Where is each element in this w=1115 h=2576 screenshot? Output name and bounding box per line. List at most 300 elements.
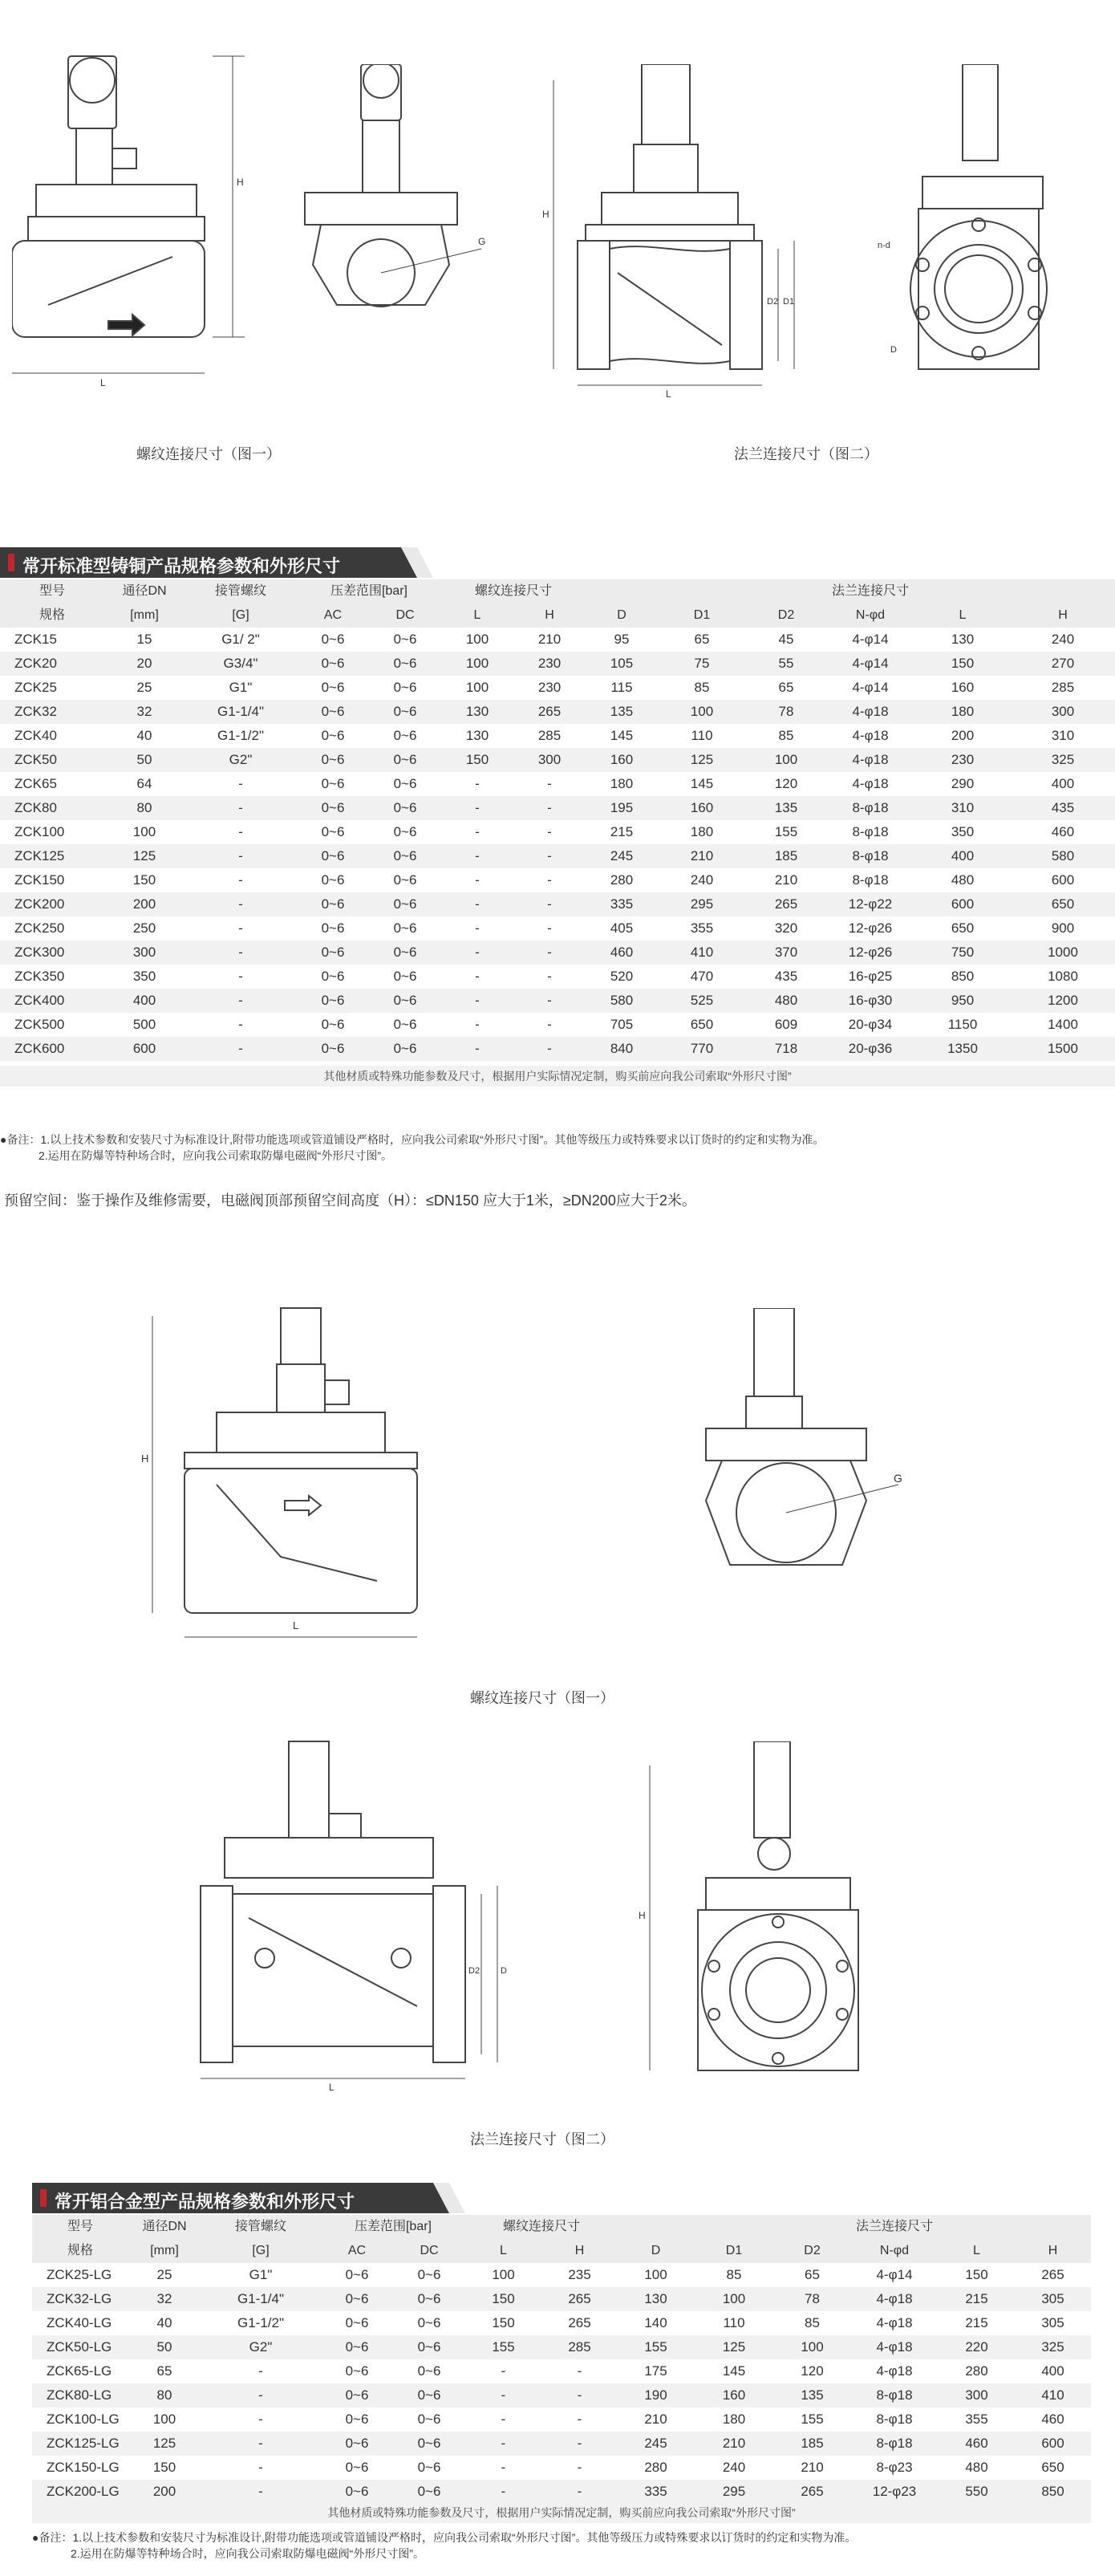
table-cell: 0~6: [369, 676, 441, 700]
section-title: 常开铝合金型产品规格参数和外形尺寸: [55, 2192, 355, 2212]
table-cell: 80: [104, 796, 184, 820]
table-cell: 300: [104, 941, 184, 965]
table-cell: 840: [586, 1037, 658, 1061]
dim-L-label: L: [100, 377, 106, 388]
table-cell: 210: [774, 2456, 850, 2480]
table-cell: 130: [618, 2287, 694, 2311]
table-cell: 0~6: [321, 2407, 393, 2432]
table-cell: 0~6: [393, 2263, 465, 2287]
table-cell: 460: [1011, 820, 1115, 844]
table-cell: 16-φ25: [826, 965, 914, 989]
table-cell: 12-φ26: [826, 941, 914, 965]
table-cell: 100: [658, 700, 746, 724]
table-cell: -: [184, 820, 297, 844]
table-cell: 400: [1015, 2359, 1091, 2383]
table-cell: 180: [914, 700, 1011, 724]
table-cell: 0~6: [297, 941, 369, 965]
table-row: [32, 2456, 1091, 2480]
table-cell: -: [441, 892, 513, 916]
table-cell: -: [441, 1013, 513, 1037]
table-cell: 370: [746, 941, 826, 965]
table-cell: 210: [658, 844, 746, 868]
table-cell: 850: [1015, 2480, 1091, 2504]
dim-L-label: L: [329, 2082, 334, 2093]
table-cell: ZCK150: [0, 868, 104, 892]
dim-L-label: L: [666, 388, 671, 400]
table-cell: 1200: [1011, 989, 1115, 1013]
table-cell: 460: [586, 941, 658, 965]
table-cell: ZCK250: [0, 916, 104, 941]
table-cell: 0~6: [297, 796, 369, 820]
dim-G-label: G: [894, 1472, 902, 1485]
table-cell: 295: [658, 892, 746, 916]
table-cell: -: [513, 868, 586, 892]
table-cell: ZCK100: [0, 820, 104, 844]
table-cell: 210: [618, 2407, 694, 2432]
table-cell: 325: [1011, 748, 1115, 772]
table-cell: 95: [586, 628, 658, 652]
table-cell: 0~6: [321, 2359, 393, 2383]
table-cell: ZCK40: [0, 724, 104, 748]
table-cell: 175: [618, 2359, 694, 2383]
table-cell: 4-φ14: [826, 652, 914, 676]
col-nd: N-φd: [826, 603, 914, 628]
table-cell: 160: [694, 2383, 774, 2407]
table-cell: 600: [1011, 868, 1115, 892]
section-header-aluminum: [32, 2183, 481, 2213]
table-cell: 0~6: [297, 892, 369, 916]
table-row: [0, 724, 1115, 748]
table-cell: 160: [586, 748, 658, 772]
table-cell: 100: [441, 628, 513, 652]
table-cell: 8-φ18: [850, 2432, 939, 2456]
dim-G-label: G: [478, 236, 486, 247]
table-cell: 0~6: [297, 700, 369, 724]
table-cell: G1-1/4": [184, 700, 297, 724]
table-cell: 8-φ23: [850, 2456, 939, 2480]
table-cell: 8-φ18: [826, 820, 914, 844]
table-cell: -: [541, 2432, 618, 2456]
flange-valve-drawing-1: [521, 64, 858, 401]
table-cell: 500: [104, 1013, 184, 1037]
col-pressure: 压差范围[bar]: [321, 2215, 465, 2239]
table-cell: 125: [128, 2432, 201, 2456]
table-cell: 480: [939, 2456, 1015, 2480]
table-cell: ZCK32-LG: [32, 2287, 128, 2311]
table-cell: 4-φ18: [850, 2311, 939, 2335]
table2-footer: 其他材质或特殊功能参数及尺寸，根据用户实际情况定制，购买前应向我公司索取“外形尺寸图”: [32, 2502, 1091, 2523]
col-thread: 接管螺纹: [184, 579, 297, 603]
table-cell: 0~6: [369, 724, 441, 748]
table-cell: G1-1/2": [184, 724, 297, 748]
table-cell: 520: [586, 965, 658, 989]
table-cell: 0~6: [297, 724, 369, 748]
table-cell: -: [201, 2456, 321, 2480]
table-cell: 0~6: [321, 2456, 393, 2480]
table-cell: 20: [104, 652, 184, 676]
table-cell: 150: [939, 2263, 1015, 2287]
col-ac: AC: [297, 603, 369, 628]
table-cell: 270: [1011, 652, 1115, 676]
table-cell: 0~6: [321, 2263, 393, 2287]
col-dn-sub: [mm]: [104, 603, 184, 628]
table-cell: 85: [774, 2311, 850, 2335]
table-cell: G2": [201, 2335, 321, 2359]
table-cell: 155: [774, 2407, 850, 2432]
table-cell: 0~6: [369, 652, 441, 676]
table-cell: 850: [914, 965, 1011, 989]
table-cell: 4-φ18: [826, 700, 914, 724]
table-row: [32, 2432, 1091, 2456]
table-row: [32, 2287, 1091, 2311]
table-cell: -: [513, 989, 586, 1013]
table-cell: -: [184, 1013, 297, 1037]
table-cell: 350: [914, 820, 1011, 844]
table-cell: -: [513, 941, 586, 965]
col-thread-dims: 螺纹连接尺寸: [465, 2215, 618, 2239]
table-cell: 1400: [1011, 1013, 1115, 1037]
table-cell: 0~6: [393, 2407, 465, 2432]
table-cell: 215: [586, 820, 658, 844]
note-2-line1: ●备注：1.以上技术参数和安装尺寸为标准设计,附带功能选项或管道铺设严格时，应向我公司索取“外形尺寸图”。其他等级压力或特殊要求以订货时的约定和实物为准。: [32, 2531, 857, 2544]
table-cell: 0~6: [321, 2335, 393, 2359]
table-cell: -: [541, 2456, 618, 2480]
table-cell: -: [465, 2383, 541, 2407]
dim-H-label: H: [141, 1453, 149, 1465]
table-cell: 185: [746, 844, 826, 868]
table-cell: 4-φ18: [850, 2287, 939, 2311]
table-cell: -: [465, 2480, 541, 2504]
table-cell: 0~6: [321, 2480, 393, 2504]
table-cell: -: [541, 2359, 618, 2383]
table-cell: 305: [1015, 2311, 1091, 2335]
table-cell: -: [441, 989, 513, 1013]
col-D1: D1: [658, 603, 746, 628]
table-cell: 0~6: [369, 1037, 441, 1061]
table-cell: 245: [618, 2432, 694, 2456]
table-cell: ZCK20: [0, 652, 104, 676]
table-cell: 100: [694, 2287, 774, 2311]
table-cell: ZCK500: [0, 1013, 104, 1037]
reserve-space-note: 预留空间：鉴于操作及维修需要，电磁阀顶部预留空间高度（H）：≤DN150 应大于1米，≥DN200应大于2米。: [4, 1193, 696, 1209]
table-row: [0, 941, 1115, 965]
table-cell: 40: [128, 2311, 201, 2335]
table-cell: 65: [658, 628, 746, 652]
table-cell: 210: [513, 628, 586, 652]
table-cell: 100: [465, 2263, 541, 2287]
table-cell: ZCK200-LG: [32, 2480, 128, 2504]
table-cell: 0~6: [297, 652, 369, 676]
table-cell: 100: [441, 676, 513, 700]
table-cell: 310: [914, 796, 1011, 820]
dim-H-label: H: [542, 209, 549, 220]
table-cell: -: [184, 796, 297, 820]
table-cell: 145: [694, 2359, 774, 2383]
table-cell: 1500: [1011, 1037, 1115, 1061]
table-cell: 85: [694, 2263, 774, 2287]
table-cell: 650: [1011, 892, 1115, 916]
table-cell: ZCK50-LG: [32, 2335, 128, 2359]
table-cell: 135: [746, 796, 826, 820]
col-model: 型号: [0, 579, 104, 603]
table-cell: 4-φ14: [850, 2263, 939, 2287]
col-thread-L: L: [465, 2239, 541, 2263]
table-cell: -: [541, 2407, 618, 2432]
table-cell: -: [465, 2456, 541, 2480]
table-cell: 210: [694, 2432, 774, 2456]
table-cell: 0~6: [297, 965, 369, 989]
table-cell: 400: [104, 989, 184, 1013]
table-cell: 600: [104, 1037, 184, 1061]
table-cell: 290: [914, 772, 1011, 796]
table-cell: 400: [1011, 772, 1115, 796]
table-cell: 525: [658, 989, 746, 1013]
section-header-standard: [0, 547, 449, 578]
table-row: [0, 989, 1115, 1013]
flange-valve-side-drawing-1: [874, 64, 1083, 385]
table-cell: 950: [914, 989, 1011, 1013]
table-cell: 300: [1011, 700, 1115, 724]
table-cell: ZCK40-LG: [32, 2311, 128, 2335]
table-cell: 25: [128, 2263, 201, 2287]
table-cell: 45: [746, 628, 826, 652]
col-flange-dims: 法兰连接尺寸: [850, 2215, 939, 2239]
table-cell: 235: [541, 2263, 618, 2287]
table-cell: 130: [914, 628, 1011, 652]
table-cell: 0~6: [393, 2311, 465, 2335]
table-cell: 1350: [914, 1037, 1011, 1061]
col-D2: D2: [746, 603, 826, 628]
table-cell: -: [513, 796, 586, 820]
col-dc: DC: [369, 603, 441, 628]
table-cell: 0~6: [369, 989, 441, 1013]
table-cell: 155: [618, 2335, 694, 2359]
table-cell: 32: [104, 700, 184, 724]
table-cell: 8-φ18: [826, 844, 914, 868]
table-cell: 145: [658, 772, 746, 796]
table-cell: 0~6: [297, 844, 369, 868]
table-cell: ZCK125-LG: [32, 2432, 128, 2456]
table-cell: 135: [586, 700, 658, 724]
table-cell: 50: [128, 2335, 201, 2359]
col-thread-H: H: [513, 603, 586, 628]
table-cell: 65: [128, 2359, 201, 2383]
table-cell: 16-φ30: [826, 989, 914, 1013]
table-cell: -: [184, 1037, 297, 1061]
dim-D2-label: D2: [468, 1966, 480, 1976]
dim-n-d-label: n-d: [878, 241, 890, 250]
col-thread-dims: 螺纹连接尺寸: [441, 579, 586, 603]
table-cell: 65: [746, 676, 826, 700]
table-cell: 25: [104, 676, 184, 700]
table-cell: 609: [746, 1013, 826, 1037]
table-cell: 900: [1011, 916, 1115, 941]
table-cell: 120: [746, 772, 826, 796]
table-cell: 0~6: [297, 676, 369, 700]
table-cell: 65: [774, 2263, 850, 2287]
col-model: 型号: [32, 2215, 128, 2239]
table-cell: -: [465, 2359, 541, 2383]
table-cell: 4-φ18: [850, 2335, 939, 2359]
table-cell: 705: [586, 1013, 658, 1037]
table-cell: 50: [104, 748, 184, 772]
table-cell: 64: [104, 772, 184, 796]
table-cell: 480: [746, 989, 826, 1013]
table-cell: 285: [513, 724, 586, 748]
table-row: [0, 676, 1115, 700]
table-cell: -: [465, 2407, 541, 2432]
section-title: 常开标准型铸铜产品规格参数和外形尺寸: [22, 557, 341, 577]
table-cell: ZCK32: [0, 700, 104, 724]
table-row: [32, 2480, 1091, 2504]
caption-flange-1: 法兰连接尺寸（图二）: [734, 446, 878, 462]
table-row: [32, 2311, 1091, 2335]
col-flange-L: L: [914, 603, 1011, 628]
table-row: [0, 1037, 1115, 1061]
table-cell: 4-φ18: [826, 724, 914, 748]
table-cell: 145: [586, 724, 658, 748]
table-cell: 0~6: [297, 1037, 369, 1061]
table-cell: -: [513, 1013, 586, 1037]
col-thread-H: H: [541, 2239, 618, 2263]
dim-H-label: H: [639, 1910, 646, 1921]
table-cell: 410: [658, 941, 746, 965]
dim-L-label: L: [293, 1619, 299, 1631]
table-cell: 750: [914, 941, 1011, 965]
table-cell: 0~6: [369, 892, 441, 916]
table-cell: 8-φ18: [850, 2383, 939, 2407]
dim-D-label: D: [501, 1966, 507, 1976]
col-thread-sub: [G]: [184, 603, 297, 628]
table-cell: G1": [201, 2263, 321, 2287]
table-cell: 135: [774, 2383, 850, 2407]
table-cell: 0~6: [369, 796, 441, 820]
spec-table-standard: [0, 579, 1115, 1061]
table-cell: 265: [1015, 2263, 1091, 2287]
table-cell: 470: [658, 965, 746, 989]
table-cell: -: [201, 2480, 321, 2504]
table-cell: -: [184, 941, 297, 965]
table-cell: G1/ 2": [184, 628, 297, 652]
col-dn: 通径DN: [104, 579, 184, 603]
table-cell: 190: [618, 2383, 694, 2407]
col-thread: 接管螺纹: [201, 2215, 321, 2239]
table-cell: 160: [658, 796, 746, 820]
table-cell: 265: [541, 2287, 618, 2311]
table-cell: 12-φ23: [850, 2480, 939, 2504]
table-cell: 400: [914, 844, 1011, 868]
table-cell: 4-φ14: [826, 676, 914, 700]
table-row: [0, 748, 1115, 772]
table-cell: 0~6: [369, 844, 441, 868]
table-row: [32, 2359, 1091, 2383]
table-cell: 100: [746, 748, 826, 772]
flange-valve-side-drawing-2: [634, 1741, 922, 2095]
table-cell: 0~6: [393, 2432, 465, 2456]
table-cell: 8-φ18: [826, 868, 914, 892]
table-cell: -: [441, 868, 513, 892]
table-cell: 295: [694, 2480, 774, 2504]
table-cell: 85: [658, 676, 746, 700]
table-cell: G1-1/2": [201, 2311, 321, 2335]
table-cell: -: [184, 965, 297, 989]
table-cell: 0~6: [297, 1013, 369, 1037]
table-cell: 550: [939, 2480, 1015, 2504]
table-row: [32, 2407, 1091, 2432]
table-cell: 1080: [1011, 965, 1115, 989]
table-cell: 215: [939, 2287, 1015, 2311]
table-cell: 300: [939, 2383, 1015, 2407]
table-cell: 280: [586, 868, 658, 892]
flange-valve-drawing-2: [176, 1725, 513, 2095]
table-cell: 100: [618, 2263, 694, 2287]
col-model-sub: 规格: [0, 603, 104, 628]
table-cell: ZCK100-LG: [32, 2407, 128, 2432]
table-row: [0, 965, 1115, 989]
table-cell: 160: [914, 676, 1011, 700]
table-cell: 600: [914, 892, 1011, 916]
table-cell: 0~6: [297, 748, 369, 772]
table-cell: 280: [618, 2456, 694, 2480]
table-cell: 325: [1015, 2335, 1091, 2359]
table-cell: 8-φ18: [826, 796, 914, 820]
table-cell: 300: [513, 748, 586, 772]
table-cell: 0~6: [369, 820, 441, 844]
table-cell: -: [513, 892, 586, 916]
table-cell: 250: [104, 916, 184, 941]
table-cell: 718: [746, 1037, 826, 1061]
table-cell: 0~6: [393, 2456, 465, 2480]
table-row: [0, 844, 1115, 868]
table-cell: 32: [128, 2287, 201, 2311]
table-cell: -: [441, 965, 513, 989]
table-cell: ZCK65: [0, 772, 104, 796]
col-model-sub: 规格: [32, 2239, 128, 2263]
table-cell: 185: [774, 2432, 850, 2456]
table-cell: 4-φ18: [826, 772, 914, 796]
table-cell: -: [184, 844, 297, 868]
table-cell: -: [541, 2480, 618, 2504]
table-cell: 4-φ18: [826, 748, 914, 772]
table-cell: -: [201, 2432, 321, 2456]
col-D1: D1: [694, 2239, 774, 2263]
table-cell: -: [513, 965, 586, 989]
table-cell: -: [441, 941, 513, 965]
table-cell: 78: [746, 700, 826, 724]
table-cell: 115: [586, 676, 658, 700]
note-2: [32, 2529, 1099, 2562]
col-nd: N-φd: [850, 2239, 939, 2263]
thread-valve-drawing-2: [136, 1300, 457, 1653]
table-cell: 230: [513, 652, 586, 676]
table-cell: 1000: [1011, 941, 1115, 965]
table-cell: 310: [1011, 724, 1115, 748]
table-cell: 580: [1011, 844, 1115, 868]
table-cell: 130: [441, 724, 513, 748]
table-cell: 215: [939, 2311, 1015, 2335]
table-cell: 410: [1015, 2383, 1091, 2407]
table-cell: 0~6: [321, 2311, 393, 2335]
dim-D1-label: D1: [783, 297, 795, 307]
table-cell: -: [513, 772, 586, 796]
table-row: [0, 796, 1115, 820]
col-thread-L: L: [441, 603, 513, 628]
table-cell: 100: [774, 2335, 850, 2359]
table-cell: 335: [618, 2480, 694, 2504]
table-cell: 355: [939, 2407, 1015, 2432]
table-cell: ZCK150-LG: [32, 2456, 128, 2480]
table-cell: 335: [586, 892, 658, 916]
